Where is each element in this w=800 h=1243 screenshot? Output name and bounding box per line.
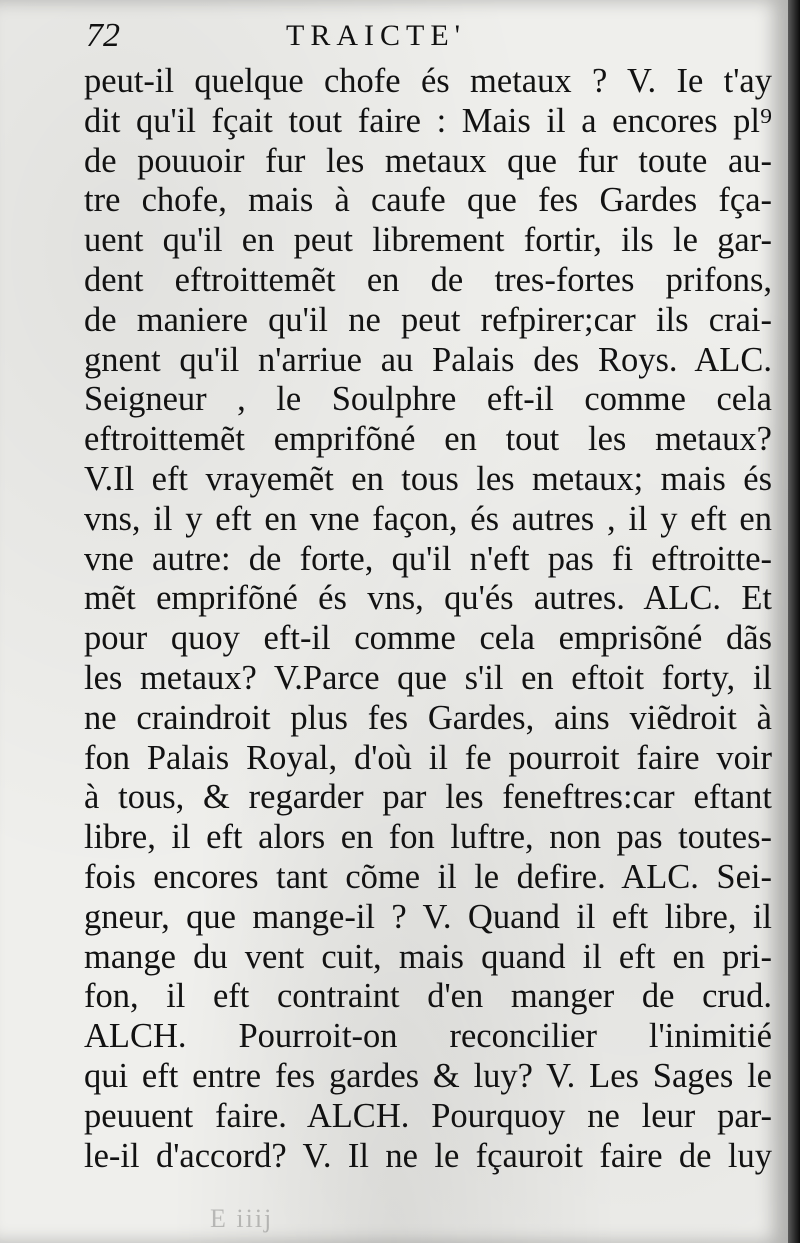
running-head: TRAICTE' [286,19,467,52]
signature-mark: E iiij [210,1204,274,1233]
text-line: Seigneur , le Soulphre eft-il comme cela [84,380,772,419]
text-line: peuuent faire. ALCH. Pourquoy ne leur par- [84,1096,772,1135]
text-line: V.Il eft vrayemẽt en tous les metaux; mais és [84,459,772,498]
text-line: de pouuoir fur les metaux que fur toute au- [84,141,772,180]
text-line: ne craindroit plus fes Gardes, ains viẽdroit à [84,698,772,737]
text-line: pour quoy eft-il comme cela emprisõné dãs [84,619,772,658]
text-line: tre chofe, mais à caufe que fes Gardes fça- [84,181,772,220]
text-line: ALCH. Pourroit-on reconcilier l'inimitié [84,1017,772,1056]
text-line: mange du vent cuit, mais quand il eft en pri- [84,937,772,976]
text-line: qui eft entre fes gardes & luy? V. Les Sages le [84,1056,772,1095]
text-line: fon Palais Royal, d'où il fe pourroit faire voir [84,738,772,777]
text-line: vns, il y eft en vne façon, és autres , il y eft en [84,499,772,538]
text-line: à tous, & regarder par les feneftres:car eftant [84,778,772,817]
text-line: fon, il eft contraint d'en manger de crud. [84,977,772,1016]
text-line: gneur, que mange-il ? V. Quand il eft libre, il [84,897,772,936]
text-line: les metaux? V.Parce que s'il en eftoit forty, il [84,658,772,697]
text-line: gnent qu'il n'arriue au Palais des Roys. ALC. [84,340,772,379]
text-line: fois encores tant cõme il le defire. ALC. Sei- [84,857,772,896]
text-line: mẽt emprifõné és vns, qu'és autres. ALC. Et [84,579,772,618]
text-line: libre, il eft alors en fon luftre, non pas toutes- [84,818,772,857]
text-line: vne autre: de forte, qu'il n'eft pas fi eftroitte- [84,539,772,578]
text-line: le-il d'accord? V. Il ne le fçauroit faire de luy [84,1136,772,1175]
text-line: peut-il quelque chofe és metaux ? V. Ie t'ay [84,62,772,100]
page-header [86,14,746,58]
body-text [84,62,772,1176]
page-edge-shadow [788,0,800,1243]
text-line: de maniere qu'il ne peut refpirer;car ils crai- [84,300,772,339]
text-line: eftroittemẽt emprifõné en tout les metaux? [84,420,772,459]
text-line: dent eftroittemẽt en de tres-fortes prifons, [84,260,772,299]
text-line: uent qu'il en peut librement fortir, ils le gar- [84,221,772,260]
page-number: 72 [86,17,120,54]
text-line: dit qu'il fçait tout faire : Mais il a encores pl⁹ [84,101,772,140]
